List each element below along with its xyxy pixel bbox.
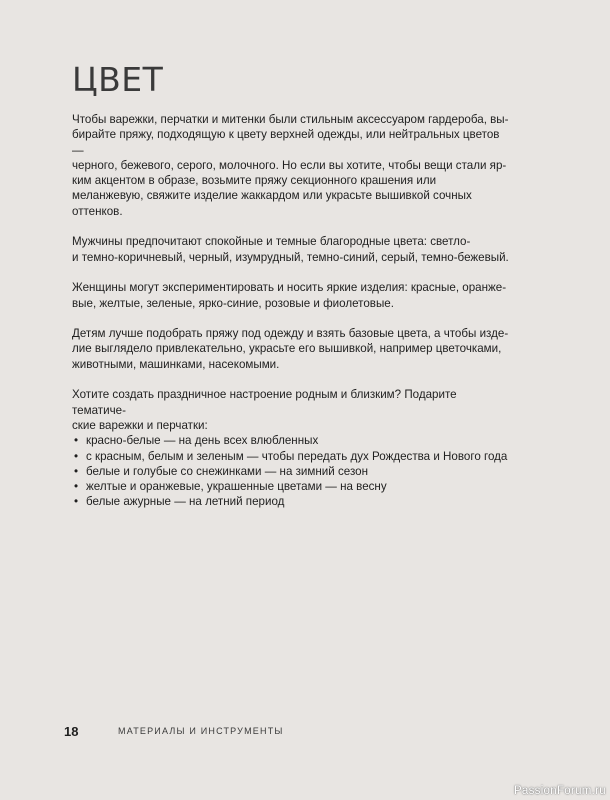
text-line: вые, желтые, зеленые, ярко-синие, розовые и фиолетовые. [72,296,394,310]
text-line: ские варежки и перчатки: [72,418,208,432]
bullet-icon: • [74,434,79,448]
text-line: Женщины могут экспериментировать и носить яркие изделия: красные, оранже- [72,281,507,295]
bullet-icon: • [74,495,79,509]
paragraph-intro [72,112,512,219]
text-line: ким акцентом в образе, возьмите пряжу секционного крашения или [72,174,437,188]
bullet-icon: • [74,449,79,463]
body-text [72,112,512,510]
text-line: Детям лучше подобрать пряжу под одежду и взять базовые цвета, а чтобы изде- [72,327,509,341]
list-item-text: белые и голубые со снежинками — на зимний сезон [86,464,368,478]
text-line: Хотите создать праздничное настроение родным и близким? Подарите тематиче- [72,388,457,417]
text-line: черного, бежевого, серого, молочного. Но если вы хотите, чтобы вещи стали яр- [72,158,507,172]
list-item [72,449,512,464]
list-item-text: белые ажурные — на летний период [86,495,285,509]
list-item-text: с красным, белым и зеленым — чтобы передать дух Рождества и Нового года [86,449,508,463]
list-item [72,479,512,494]
text-line: бирайте пряжу, подходящую к цвету верхней одежды, или нейтральных цветов — [72,128,500,157]
list-intro [72,387,512,433]
text-line: оттенков. [72,204,123,218]
list-item [72,464,512,479]
text-line: лие выглядело привлекательно, украсьте его вышивкой, например цветочками, [72,342,502,356]
list-item [72,494,512,509]
list-item-text: красно-белые — на день всех влюбленных [86,434,319,448]
bullet-list [72,433,512,509]
paragraph-men [72,234,512,265]
list-item [72,433,512,448]
paragraph-women [72,280,512,311]
running-footer: МАТЕРИАЛЫ И ИНСТРУМЕНТЫ [118,726,284,736]
text-line: меланжевую, свяжите изделие жаккардом или украсьте вышивкой сочных [72,189,472,203]
text-line: Чтобы варежки, перчатки и митенки были стильным аксессуаром гардероба, вы- [72,113,509,126]
bullet-icon: • [74,464,79,478]
text-line: животными, машинками, насекомыми. [72,357,280,371]
text-line: и темно-коричневый, черный, изумрудный, темно-синий, серый, темно-бежевый. [72,250,509,264]
list-item-text: желтые и оранжевые, украшенные цветами — на весну [86,480,387,494]
paragraph-children [72,326,512,372]
bullet-icon: • [74,480,79,494]
page-number: 18 [64,724,79,739]
watermark: PassionForum.ru [513,785,606,797]
text-line: Мужчины предпочитают спокойные и темные благородные цвета: светло- [72,235,471,249]
page-title: ЦВЕТ [72,60,164,99]
